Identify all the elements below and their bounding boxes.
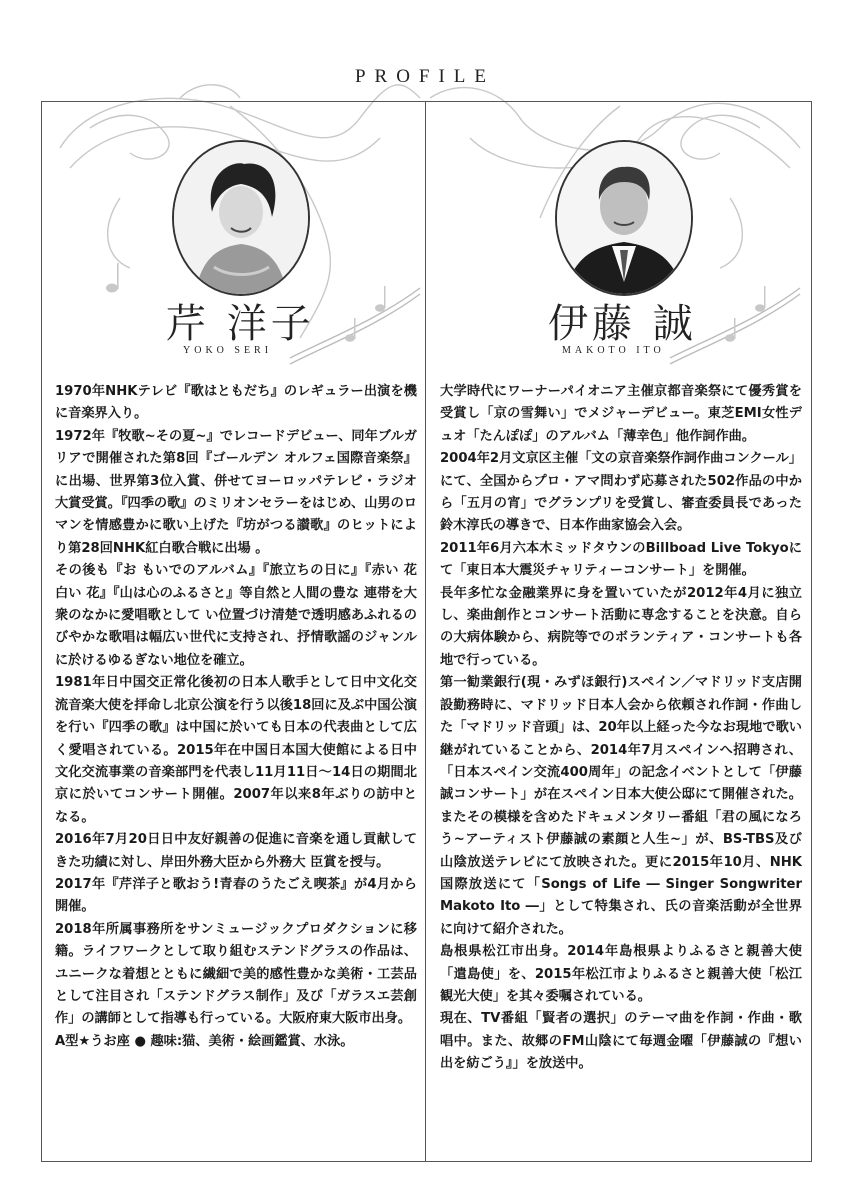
bio-paragraph: 1970年NHKテレビ『歌はともだち』のレギュラー出演を機に音楽界入り。: [55, 384, 417, 422]
name-en-left: YOKO SERI: [183, 345, 273, 356]
portrait-image: [557, 142, 691, 294]
name-jp-left: 芹 洋子: [166, 301, 315, 347]
bio-paragraph: A型★うお座 ● 趣味:猫、美術・絵画鑑賞、水泳。: [55, 1033, 354, 1049]
bio-paragraph: 2018年所属事務所をサンミュージックプロダクションに移籍。ライフワークとして取り組むステンドグラスの作品は、ユニークな着想とともに繊細で美的感性豊かな美術・工芸品として注目され「ステンドグラス制作」及び「ガラスエ芸創作」の講師として指導も行っている。大阪府東大阪市出身。: [55, 921, 417, 1027]
bio-paragraph: その後も『お もいでのアルバム』『旅立ちの日に』『赤い 花白い 花』『山は心のふるさと』等自然と人間の豊な 連帯を大衆のなかに愛唱歌として い位置づけ清楚で透明感あふれるのびやかな歌唱は幅広い世代に支持され、抒情歌謡のジャンルに於けるゆるぎない地位を確立。: [55, 563, 417, 668]
bio-paragraph: 2011年6月六本木ミッドタウンのBillboad Live Tokyoにて「東日本大震災チャリティーコンサート」を開催。: [440, 540, 802, 579]
bio-left: [55, 381, 417, 1053]
portrait-makoto-ito: [555, 140, 693, 296]
bio-right: [440, 381, 802, 1076]
bio-paragraph: 現在、TV番組「賢者の選択」のテーマ曲を作詞・作曲・歌唱中。また、故郷のFM山陰にて毎週金曜「伊藤誠の『想い出を紡ごう』」を放送中。: [440, 1011, 802, 1072]
name-jp-right: 伊藤 誠: [548, 301, 697, 347]
portrait-image: [174, 142, 308, 294]
bio-paragraph: 島根県松江市出身。2014年島根県よりふるさと親善大使「遣島使」を、2015年松江市よりふるさと親善大使「松江観光大使」を其々委嘱されている。: [440, 944, 802, 1004]
portrait-yoko-seri: [172, 140, 310, 296]
name-en-right: MAKOTO ITO: [562, 345, 665, 356]
bio-paragraph: 2017年『芹洋子と歌おう!青春のうたごえ喫茶』が4月から開催。: [55, 876, 417, 915]
column-divider: [425, 101, 426, 1162]
bio-paragraph: 1981年日中国交正常化後初の日本人歌手として日中文化交流音楽大使を拝命し北京公演を行う以後18回に及ぶ中国公演を行い『四季の歌』は中国に於いても日本の代表曲として広く愛唱されている。2015年在中国日本国大使館による日中文化交流事業の音楽部門を代表し11月11日～14日の期間北 京に於いてコンサート開催。2007年以来8年ぶりの訪中となる。: [55, 675, 417, 825]
bio-paragraph: 長年多忙な金融業界に身を置いていたが2012年4月に独立し、楽曲創作とコンサート活動に専念することを決意。自らの大病体験から、病院等でのボランティア・コンサートも各地で行っている。: [440, 585, 802, 668]
bio-paragraph: 大学時代にワーナーパイオニア主催京都音楽祭にて優秀賞を受賞し「京の雪舞い」でメジャーデビュー。東芝EMI女性デュオ「たんぽぽ」のアルバム「薄幸色」他作詞作曲。: [440, 384, 802, 444]
bio-paragraph: 2016年7月20日日中友好親善の促進に音楽を通し貢献してきた功績に対し、岸田外務大臣から外務大 臣賞を授与。: [55, 832, 417, 870]
page-title: PROFILE: [354, 66, 496, 87]
bio-paragraph: 2004年2月文京区主催「文の京音楽祭作詞作曲コンクール」にて、全国からプロ・アマ問わず応募された502作品の中から「五月の宵」でグランプリを受賞し、審査委員長であった鈴木淳氏の導きで、日本作曲家協会入会。: [440, 451, 802, 534]
bio-paragraph: 第一勧業銀行(現・みずほ銀行)スペイン／マドリッド支店開設勤務時に、マドリッド日本人会から依頼され作詞・作曲した「マドリッド音頭」は、20年以上経った今なお現地で歌い継がれていることから、2014年7月スペインへ招聘され、「日本スペイン交流400周年」の記念イベントとして「伊藤誠コンサート」が在スペイン日本大使公邸にて開催された。またその模様を含めたドキュメンタリー番組「君の風になろう~アーティスト伊藤誠の素顔と人生~」が、BS-TBS及び山陰放送テレビにて放映された。更に2015年10月、NHK国際放送にて「Songs of Life ― Singer Songwriter Makoto Ito ―」として特集され、氏の音楽活動が全世界に向けて紹介された。: [440, 675, 802, 937]
bio-paragraph: 1972年『牧歌~その夏~』でレコードデビュー、同年ブルガリアで開催された第8回『ゴールデン オルフェ国際音楽祭』に出場、世界第3位入賞、併せてヨーロッパテレビ・ラジオ大賞受賞。『四季の歌』のミリオンセラーをはじめ、山男のロマンを情感豊かに歌い上げた『坊がつる讃歌』のヒットにより第28回NHK紅白歌合戦に出場 。: [55, 428, 417, 556]
